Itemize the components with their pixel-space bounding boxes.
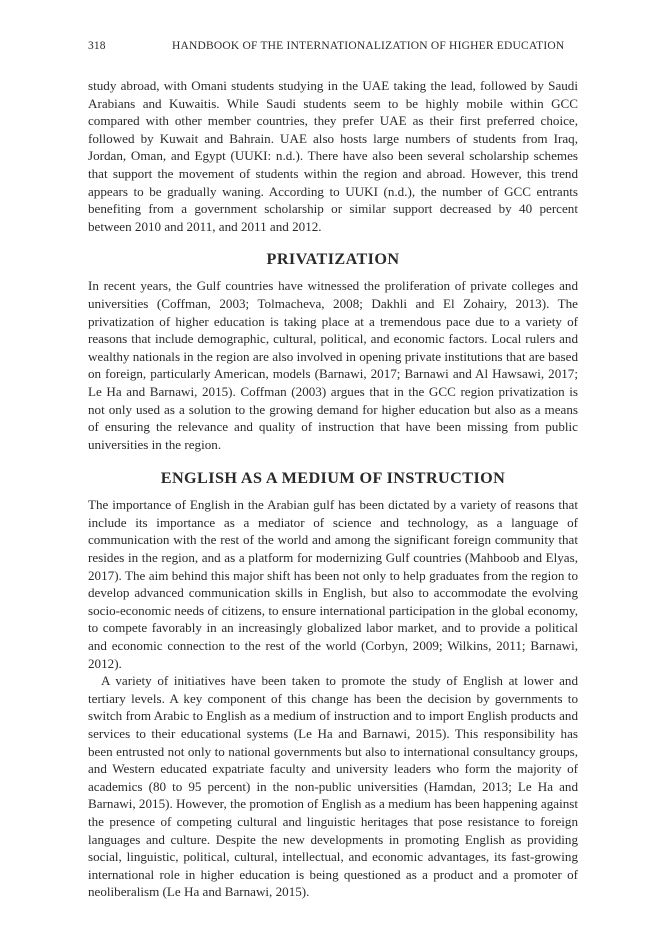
running-header — [88, 40, 578, 58]
section-heading-english-medium: ENGLISH AS A MEDIUM OF INSTRUCTION — [160, 469, 506, 488]
body-paragraph: In recent years, the Gulf countries have witnessed the proliferation of private colleges and universities (Coffman, 2003; Tolmacheva, 2008; Dakhli and El Zohairy, 2013). The privatization of higher education is taking place at a tremendous pace due to a variety of reasons that include demographic, cultural, political, and economic factors. Local rulers and wealthy nationals in the region are also involved in opening private institutions that are based on foreign, particularly American, models (Barnawi, 2017; Barnawi and Al Hawsawi, 2017; Le Ha and Barnawi, 2015). Coffman (2003) argues that in the GCC region privatization is not only used as a solution to the growing demand for higher education but also as a means of ensuring the relevance and quality of instruction that have been missing from public universities in the region. — [88, 278, 578, 452]
section-heading-privatization: PRIVATIZATION — [266, 250, 400, 269]
running-title: HANDBOOK OF THE INTERNATIONALIZATION OF HIGHER EDUCATION — [172, 40, 565, 52]
page-number: 318 — [88, 40, 106, 52]
body-paragraph: A variety of initiatives have been taken to promote the study of English at lower and tertiary levels. A key component of this change has been the decision by governments to switch from Arabic to English as a medium of instruction and to import English products and services to their educational systems (Le Ha and Barnawi, 2015). This responsibility has been entrusted not only to national governments but also to international consultancy groups, and Western educated expatriate faculty and university leaders who form the majority of academics (80 to 95 percent) in the non-public universities (Hamdan, 2013; Le Ha and Barnawi, 2015). However, the promotion of English as a medium has been happening against the presence of competing cultural and linguistic heritages that pose resistance to foreign languages and culture. Despite the new developments in promoting English as providing social, linguistic, political, cultural, intellectual, and economic advantages, its fast-growing international role in higher education is being questioned as a product and a promoter of neoliberalism (Le Ha and Barnawi, 2015). — [88, 673, 578, 900]
body-paragraph: study abroad, with Omani students studying in the UAE taking the lead, followed by Saudi Arabians and Kuwaitis. While Saudi students seem to be highly mobile within GCC compared with other member countries, they prefer UAE as their first preferred choice, followed by Kuwait and Bahrain. UAE also hosts large numbers of students from Iraq, Jordan, Oman, and Egypt (UUKI: n.d.). There have also been several scholarship schemes that support the movement of students within the region and abroad. However, this trend appears to be gradually waning. According to UUKI (n.d.), the number of GCC entrants benefiting from a government scholarship or similar support decreased by 40 percent between 2010 and 2011, and 2011 and 2012. — [88, 78, 578, 234]
book-page — [88, 40, 578, 901]
body-paragraph: The importance of English in the Arabian gulf has been dictated by a variety of reasons that include its importance as a mediator of science and technology, as a language of communication with the rest of the world and among the significant foreign community that resides in the region, and as a platform for modernizing Gulf countries (Mahboob and Elyas, 2017). The aim behind this major shift has been not only to help graduates from the region to develop advanced communication skills in English, but also to accommodate the evolving socio-economic needs of citizens, to ensure international participation in the global economy, to compete favorably in an increasingly globalized labor market, and to provide a political and economic connection to the rest of the world (Corbyn, 2009; Wilkins, 2011; Barnawi, 2012). — [88, 497, 578, 671]
